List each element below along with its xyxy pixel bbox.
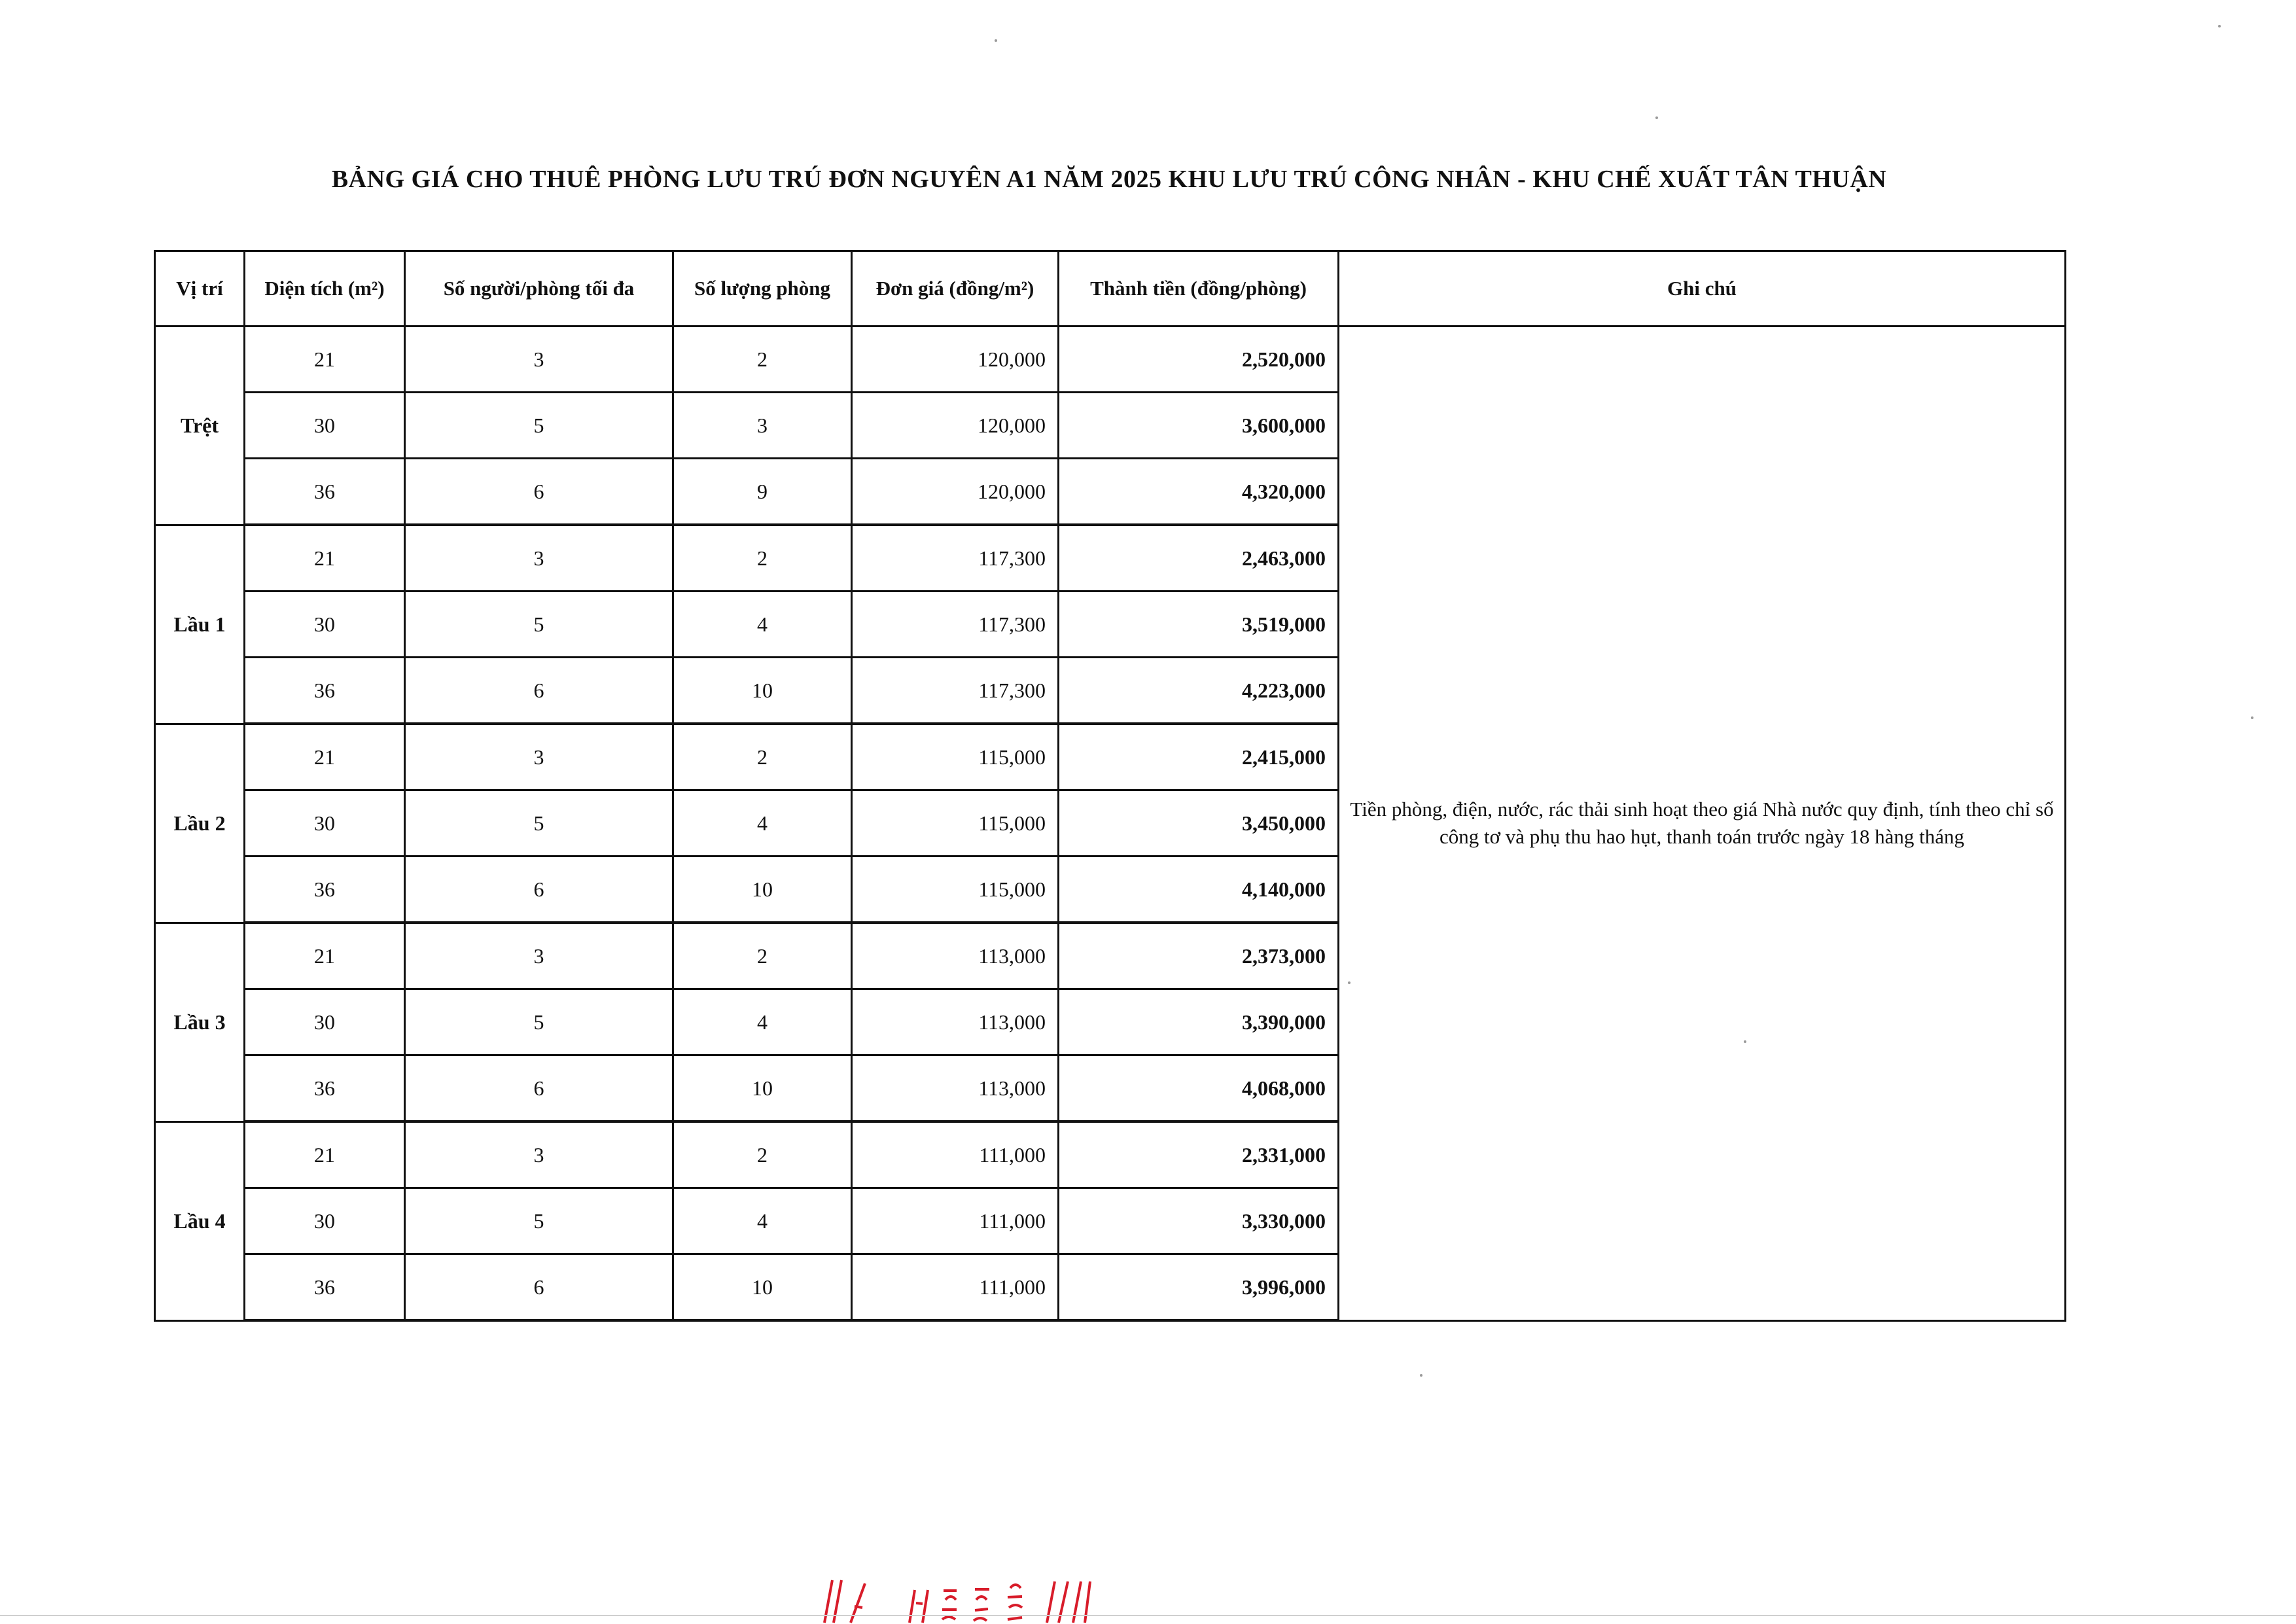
max-people-cell: 6 bbox=[405, 459, 673, 525]
area-cell: 36 bbox=[245, 856, 405, 923]
scan-speck bbox=[1655, 116, 1658, 119]
total-cell: 3,519,000 bbox=[1059, 591, 1339, 658]
scan-speck bbox=[2218, 25, 2221, 27]
header-note: Ghi chú bbox=[1339, 251, 2066, 327]
max-people-cell: 3 bbox=[405, 1121, 673, 1188]
total-cell: 2,331,000 bbox=[1059, 1121, 1339, 1188]
area-cell: 21 bbox=[245, 1121, 405, 1188]
area-cell: 30 bbox=[245, 591, 405, 658]
scan-speck bbox=[1420, 1374, 1422, 1377]
max-people-cell: 3 bbox=[405, 724, 673, 790]
room-count-cell: 10 bbox=[673, 856, 852, 923]
header-unit-price: Đơn giá (đồng/m²) bbox=[852, 251, 1059, 327]
total-cell: 4,223,000 bbox=[1059, 658, 1339, 724]
max-people-cell: 3 bbox=[405, 327, 673, 393]
total-cell: 4,140,000 bbox=[1059, 856, 1339, 923]
note-cell: Tiền phòng, điện, nước, rác thải sinh hoạt theo giá Nhà nước quy định, tính theo chỉ số công tơ và phụ thu hao hụt, thanh toán trước ngày 18 hàng tháng bbox=[1339, 327, 2066, 1321]
max-people-cell: 5 bbox=[405, 591, 673, 658]
max-people-cell: 6 bbox=[405, 1254, 673, 1321]
price-table bbox=[154, 250, 2066, 1322]
header-max-people: Số người/phòng tối đa bbox=[405, 251, 673, 327]
area-cell: 36 bbox=[245, 459, 405, 525]
total-cell: 2,415,000 bbox=[1059, 724, 1339, 790]
room-count-cell: 10 bbox=[673, 1055, 852, 1122]
room-count-cell: 2 bbox=[673, 923, 852, 989]
unit-price-cell: 115,000 bbox=[852, 856, 1059, 923]
total-cell: 3,600,000 bbox=[1059, 393, 1339, 459]
max-people-cell: 5 bbox=[405, 790, 673, 856]
total-cell: 3,996,000 bbox=[1059, 1254, 1339, 1321]
room-count-cell: 10 bbox=[673, 1254, 852, 1321]
total-cell: 2,520,000 bbox=[1059, 327, 1339, 393]
table-header-row bbox=[155, 251, 2066, 327]
scan-speck bbox=[1348, 981, 1351, 984]
room-count-cell: 2 bbox=[673, 525, 852, 591]
location-cell: Lầu 4 bbox=[155, 1121, 245, 1320]
room-count-cell: 4 bbox=[673, 1188, 852, 1254]
room-count-cell: 2 bbox=[673, 1121, 852, 1188]
area-cell: 36 bbox=[245, 658, 405, 724]
location-cell: Lầu 2 bbox=[155, 724, 245, 923]
room-count-cell: 10 bbox=[673, 658, 852, 724]
room-count-cell: 4 bbox=[673, 790, 852, 856]
table-body bbox=[155, 327, 2066, 1321]
unit-price-cell: 111,000 bbox=[852, 1188, 1059, 1254]
max-people-cell: 3 bbox=[405, 525, 673, 591]
area-cell: 21 bbox=[245, 327, 405, 393]
area-cell: 36 bbox=[245, 1254, 405, 1321]
total-cell: 4,320,000 bbox=[1059, 459, 1339, 525]
max-people-cell: 5 bbox=[405, 393, 673, 459]
location-cell: Lầu 3 bbox=[155, 923, 245, 1121]
total-cell: 3,330,000 bbox=[1059, 1188, 1339, 1254]
unit-price-cell: 120,000 bbox=[852, 459, 1059, 525]
scan-edge-line bbox=[0, 1615, 2296, 1616]
header-total: Thành tiền (đồng/phòng) bbox=[1059, 251, 1339, 327]
table-row bbox=[155, 327, 2066, 393]
unit-price-cell: 111,000 bbox=[852, 1254, 1059, 1321]
unit-price-cell: 113,000 bbox=[852, 989, 1059, 1055]
room-count-cell: 2 bbox=[673, 327, 852, 393]
unit-price-cell: 115,000 bbox=[852, 724, 1059, 790]
scan-speck bbox=[995, 39, 997, 42]
header-room-count: Số lượng phòng bbox=[673, 251, 852, 327]
max-people-cell: 6 bbox=[405, 658, 673, 724]
unit-price-cell: 120,000 bbox=[852, 327, 1059, 393]
total-cell: 2,463,000 bbox=[1059, 525, 1339, 591]
total-cell: 4,068,000 bbox=[1059, 1055, 1339, 1122]
header-location: Vị trí bbox=[155, 251, 245, 327]
area-cell: 30 bbox=[245, 393, 405, 459]
total-cell: 3,390,000 bbox=[1059, 989, 1339, 1055]
room-count-cell: 4 bbox=[673, 989, 852, 1055]
unit-price-cell: 120,000 bbox=[852, 393, 1059, 459]
area-cell: 30 bbox=[245, 989, 405, 1055]
unit-price-cell: 117,300 bbox=[852, 591, 1059, 658]
unit-price-cell: 117,300 bbox=[852, 658, 1059, 724]
room-count-cell: 2 bbox=[673, 724, 852, 790]
area-cell: 36 bbox=[245, 1055, 405, 1122]
room-count-cell: 4 bbox=[673, 591, 852, 658]
scan-speck bbox=[1744, 1040, 1746, 1043]
area-cell: 21 bbox=[245, 724, 405, 790]
area-cell: 30 bbox=[245, 790, 405, 856]
total-cell: 3,450,000 bbox=[1059, 790, 1339, 856]
scan-speck bbox=[2251, 716, 2253, 719]
page-title: BẢNG GIÁ CHO THUÊ PHÒNG LƯU TRÚ ĐƠN NGUYÊN A1 NĂM 2025 KHU LƯU TRÚ CÔNG NHÂN - KHU CHẾ XUẤT TÂN THUẬN bbox=[331, 166, 1887, 193]
area-cell: 21 bbox=[245, 525, 405, 591]
unit-price-cell: 113,000 bbox=[852, 923, 1059, 989]
header-area: Diện tích (m²) bbox=[245, 251, 405, 327]
unit-price-cell: 115,000 bbox=[852, 790, 1059, 856]
location-cell: Trệt bbox=[155, 327, 245, 525]
area-cell: 30 bbox=[245, 1188, 405, 1254]
room-count-cell: 9 bbox=[673, 459, 852, 525]
area-cell: 21 bbox=[245, 923, 405, 989]
total-cell: 2,373,000 bbox=[1059, 923, 1339, 989]
unit-price-cell: 117,300 bbox=[852, 525, 1059, 591]
unit-price-cell: 113,000 bbox=[852, 1055, 1059, 1122]
room-count-cell: 3 bbox=[673, 393, 852, 459]
location-cell: Lầu 1 bbox=[155, 525, 245, 724]
max-people-cell: 5 bbox=[405, 989, 673, 1055]
max-people-cell: 6 bbox=[405, 856, 673, 923]
max-people-cell: 3 bbox=[405, 923, 673, 989]
max-people-cell: 6 bbox=[405, 1055, 673, 1122]
max-people-cell: 5 bbox=[405, 1188, 673, 1254]
unit-price-cell: 111,000 bbox=[852, 1121, 1059, 1188]
